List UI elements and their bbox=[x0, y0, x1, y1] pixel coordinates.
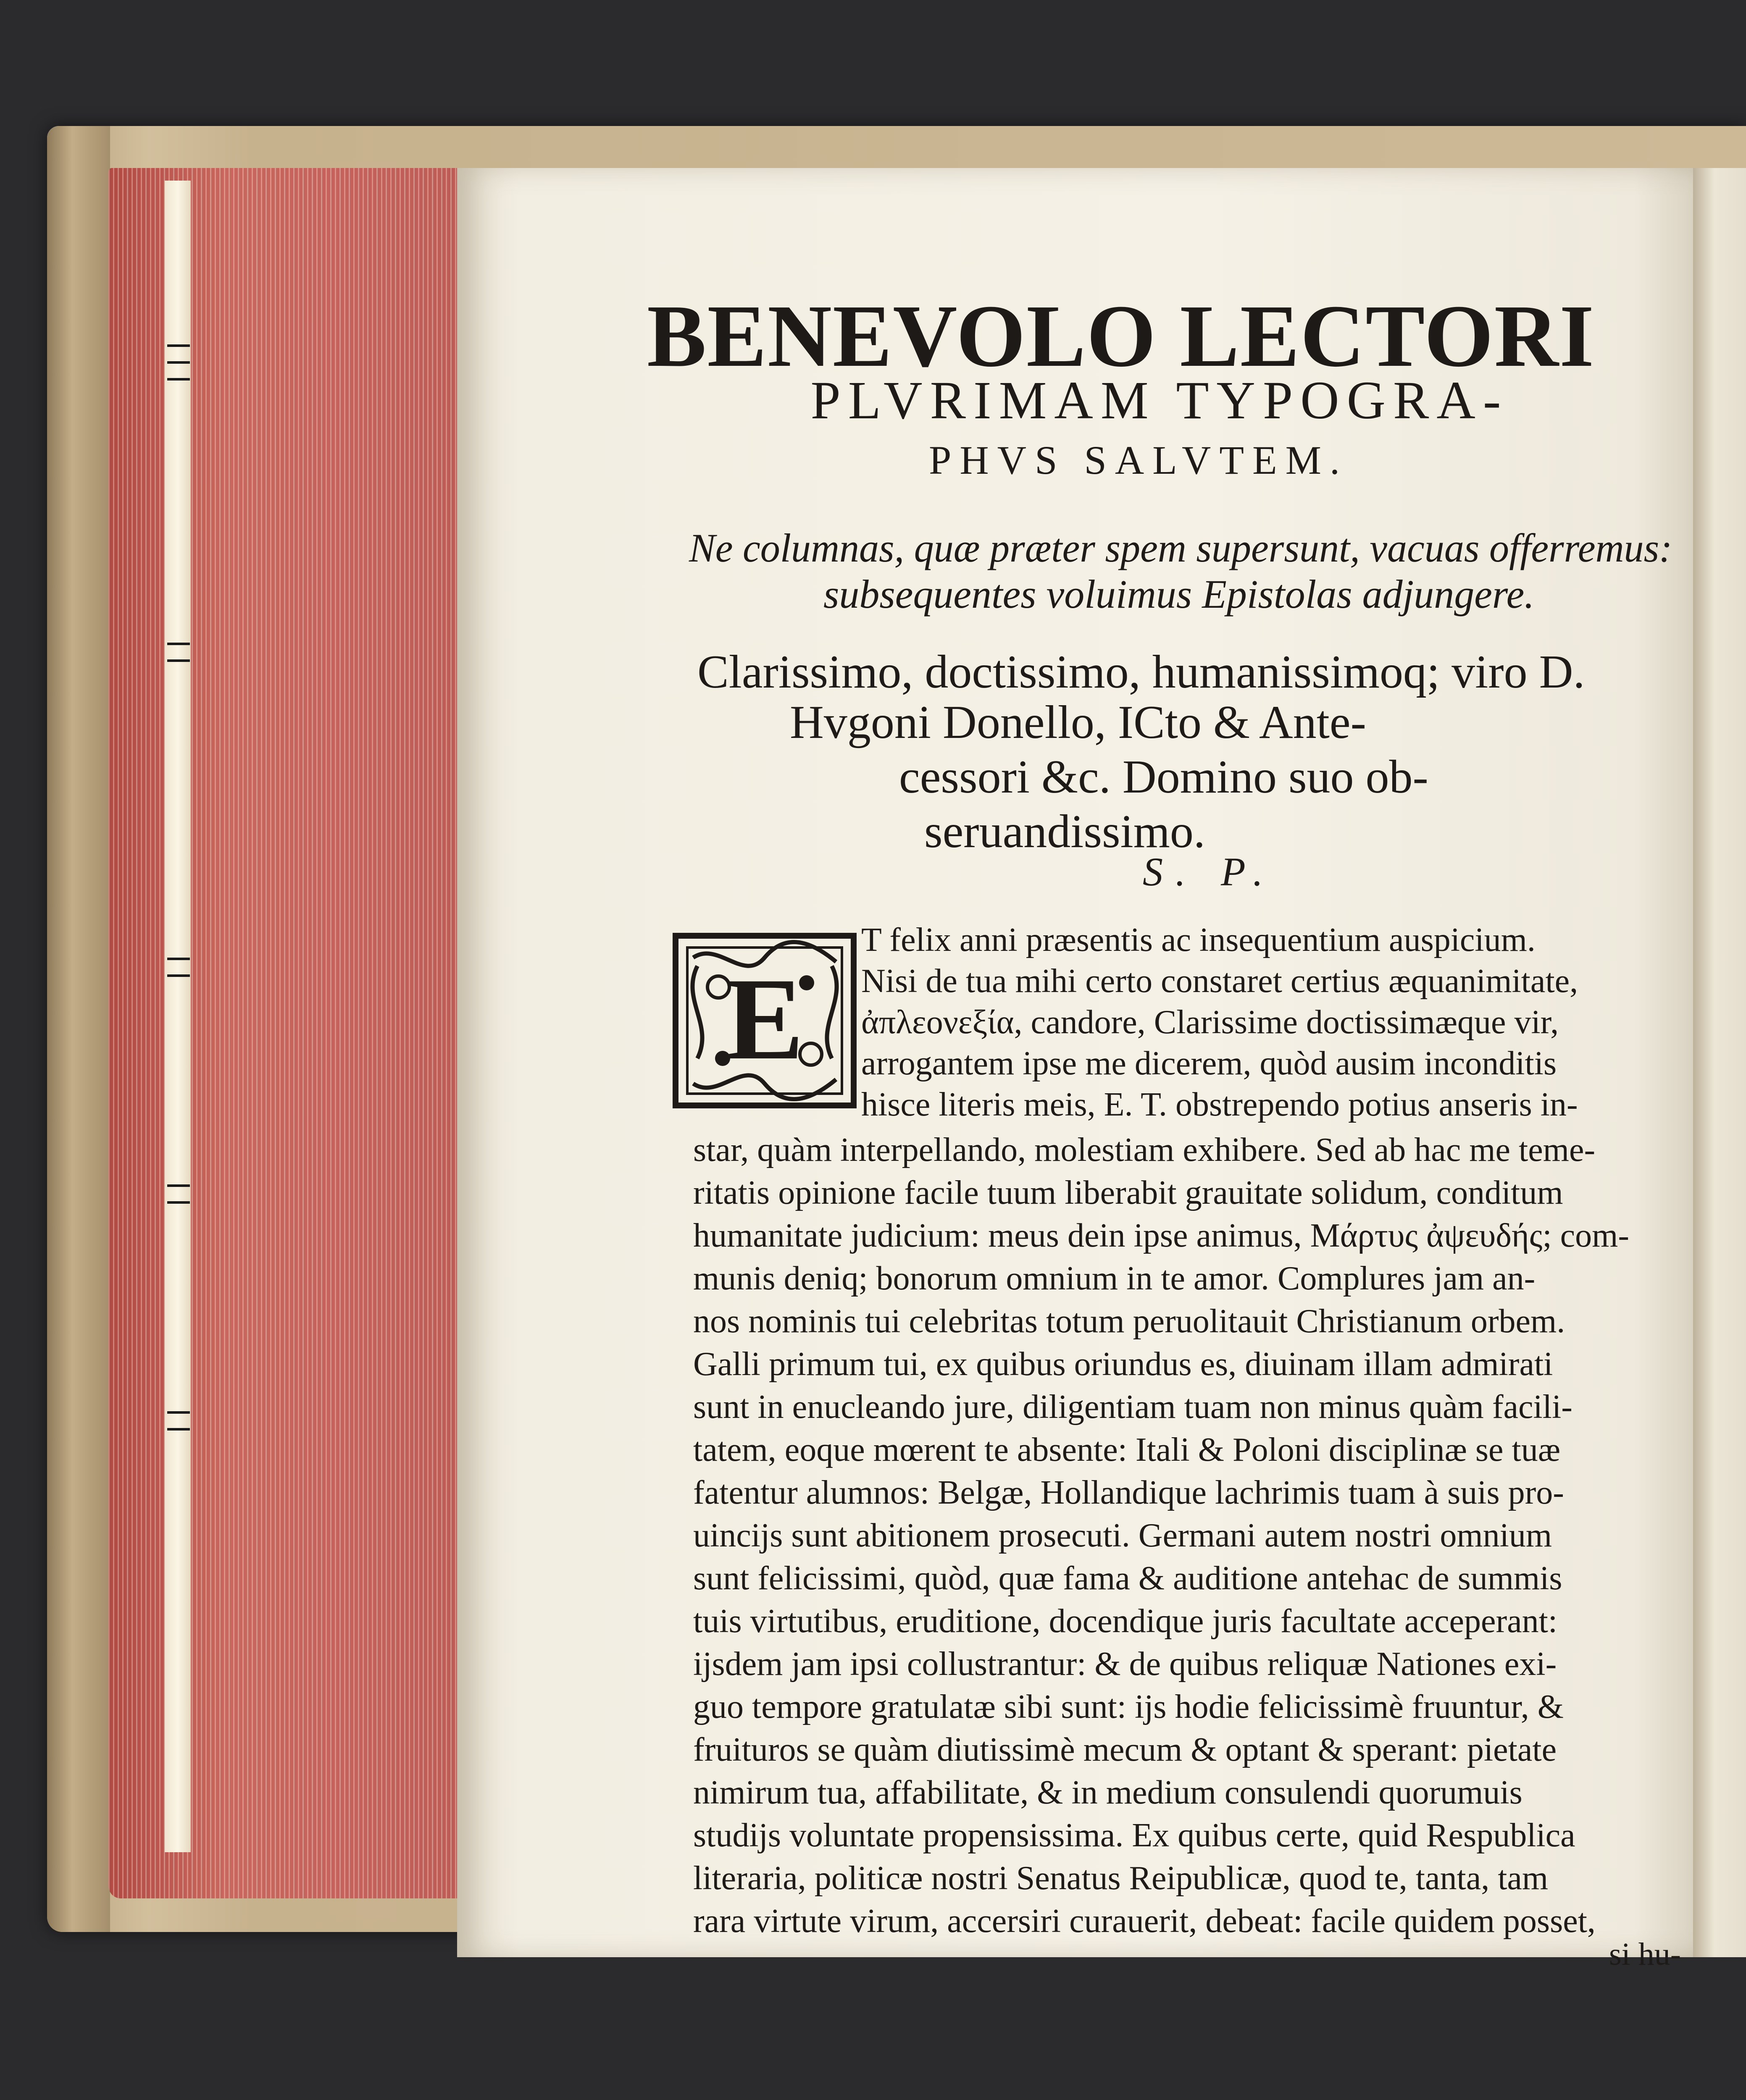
title-line-2: PLVRIMAM TYPOGRA- bbox=[810, 370, 1509, 430]
address-line: cessori &c. Domino suo ob- bbox=[899, 751, 1428, 803]
text-line: ijsdem jam ipsi collustrantur: & de quibus reliquæ Nationes exi- bbox=[693, 1646, 1557, 1683]
text-line: sunt felicissimi, quòd, quæ fama & auditione antehac de summis bbox=[693, 1560, 1562, 1597]
text-line: guo tempore gratulatæ sibi sunt: ijs hodie felicissimè fruuntur, & bbox=[693, 1688, 1564, 1725]
cover-edge bbox=[47, 126, 110, 1932]
tally-marks bbox=[167, 1184, 190, 1218]
text-line: studijs voluntate propensissima. Ex quibus certe, quid Respublica bbox=[693, 1817, 1575, 1854]
page-title: BENEVOLO LECTORI bbox=[647, 286, 1595, 385]
text-line: humanitate judicium: meus dein ipse animus, Μάρτυς ἀψευδής; com- bbox=[693, 1217, 1630, 1254]
decorated-initial bbox=[672, 932, 857, 1109]
text-line: ritatis opinione facile tuum liberabit grauitate solidum, conditum bbox=[693, 1174, 1563, 1211]
intro-line: subsequentes voluimus Epistolas adjungere. bbox=[823, 572, 1535, 617]
tally-marks bbox=[167, 1411, 190, 1445]
text-line: hisce literis meis, E. T. obstrependo potius anseris in- bbox=[861, 1086, 1578, 1123]
text-line: tatem, eoque mœrent te absente: Itali & Poloni disciplinæ se tuæ bbox=[693, 1431, 1561, 1468]
text-line: uincijs sunt abitionem prosecuti. Germani autem nostri omnium bbox=[693, 1517, 1552, 1554]
text-line: rara virtute virum, accersiri curauerit, debeat: facile quidem posset, bbox=[693, 1903, 1596, 1940]
text-line: Nisi de tua mihi certo constaret certius æquanimitate, bbox=[861, 963, 1578, 1000]
title-line-3: PHVS SALVTEM. bbox=[929, 438, 1348, 483]
intro-line: Ne columnas, quæ præter spem supersunt, vacuas offerremus: bbox=[689, 525, 1672, 570]
text-line: nos nominis tui celebritas totum peruolitauit Christianum orbem. bbox=[693, 1303, 1565, 1340]
address-line: seruandissimo. bbox=[924, 806, 1205, 858]
text-line: munis deniq; bonorum omnium in te amor. Complures jam an- bbox=[693, 1260, 1536, 1297]
text-line: T felix anni præsentis ac insequentium auspicium. bbox=[861, 921, 1536, 958]
text-line: tuis virtutibus, eruditione, docendique juris facultate acceperant: bbox=[693, 1603, 1558, 1640]
tally-marks bbox=[167, 344, 190, 395]
text-line: arrogantem ipse me dicerem, quòd ausim inconditis bbox=[861, 1045, 1557, 1082]
spine-strip bbox=[165, 181, 191, 1852]
tally-marks bbox=[167, 643, 190, 676]
initial-letter: E bbox=[725, 953, 804, 1084]
text-line: star, quàm interpellando, molestiam exhibere. Sed ab hac me teme- bbox=[693, 1131, 1596, 1168]
text-line: fruituros se quàm diutissimè mecum & optant & sperant: pietate bbox=[693, 1731, 1557, 1768]
text-line: nimirum tua, affabilitate, & in medium consulendi quorumuis bbox=[693, 1774, 1522, 1811]
text-line: sunt in enucleando jure, diligentiam tuam non minus quàm facili- bbox=[693, 1389, 1572, 1425]
address-line: Hvgoni Donello, ICto & Ante- bbox=[790, 696, 1366, 748]
tally-marks bbox=[167, 958, 190, 991]
facing-page-edge bbox=[1693, 168, 1746, 1957]
address-line: Clarissimo, doctissimo, humanissimoq; viro D. bbox=[697, 646, 1585, 698]
text-line: Galli primum tui, ex quibus oriundus es, diuinam illam admirati bbox=[693, 1346, 1553, 1383]
text-line: fatentur alumnos: Belgæ, Hollandique lachrimis tuam à suis pro- bbox=[693, 1474, 1564, 1511]
text-line: ἀπλεονεξία, candore, Clarissime doctissimæque vir, bbox=[861, 1004, 1559, 1041]
text-line: literaria, politicæ nostri Senatus Reipublicæ, quod te, tanta, tam bbox=[693, 1860, 1549, 1897]
catchword: si hu- bbox=[1609, 1937, 1681, 1972]
salutation: S. P. bbox=[1143, 849, 1276, 894]
